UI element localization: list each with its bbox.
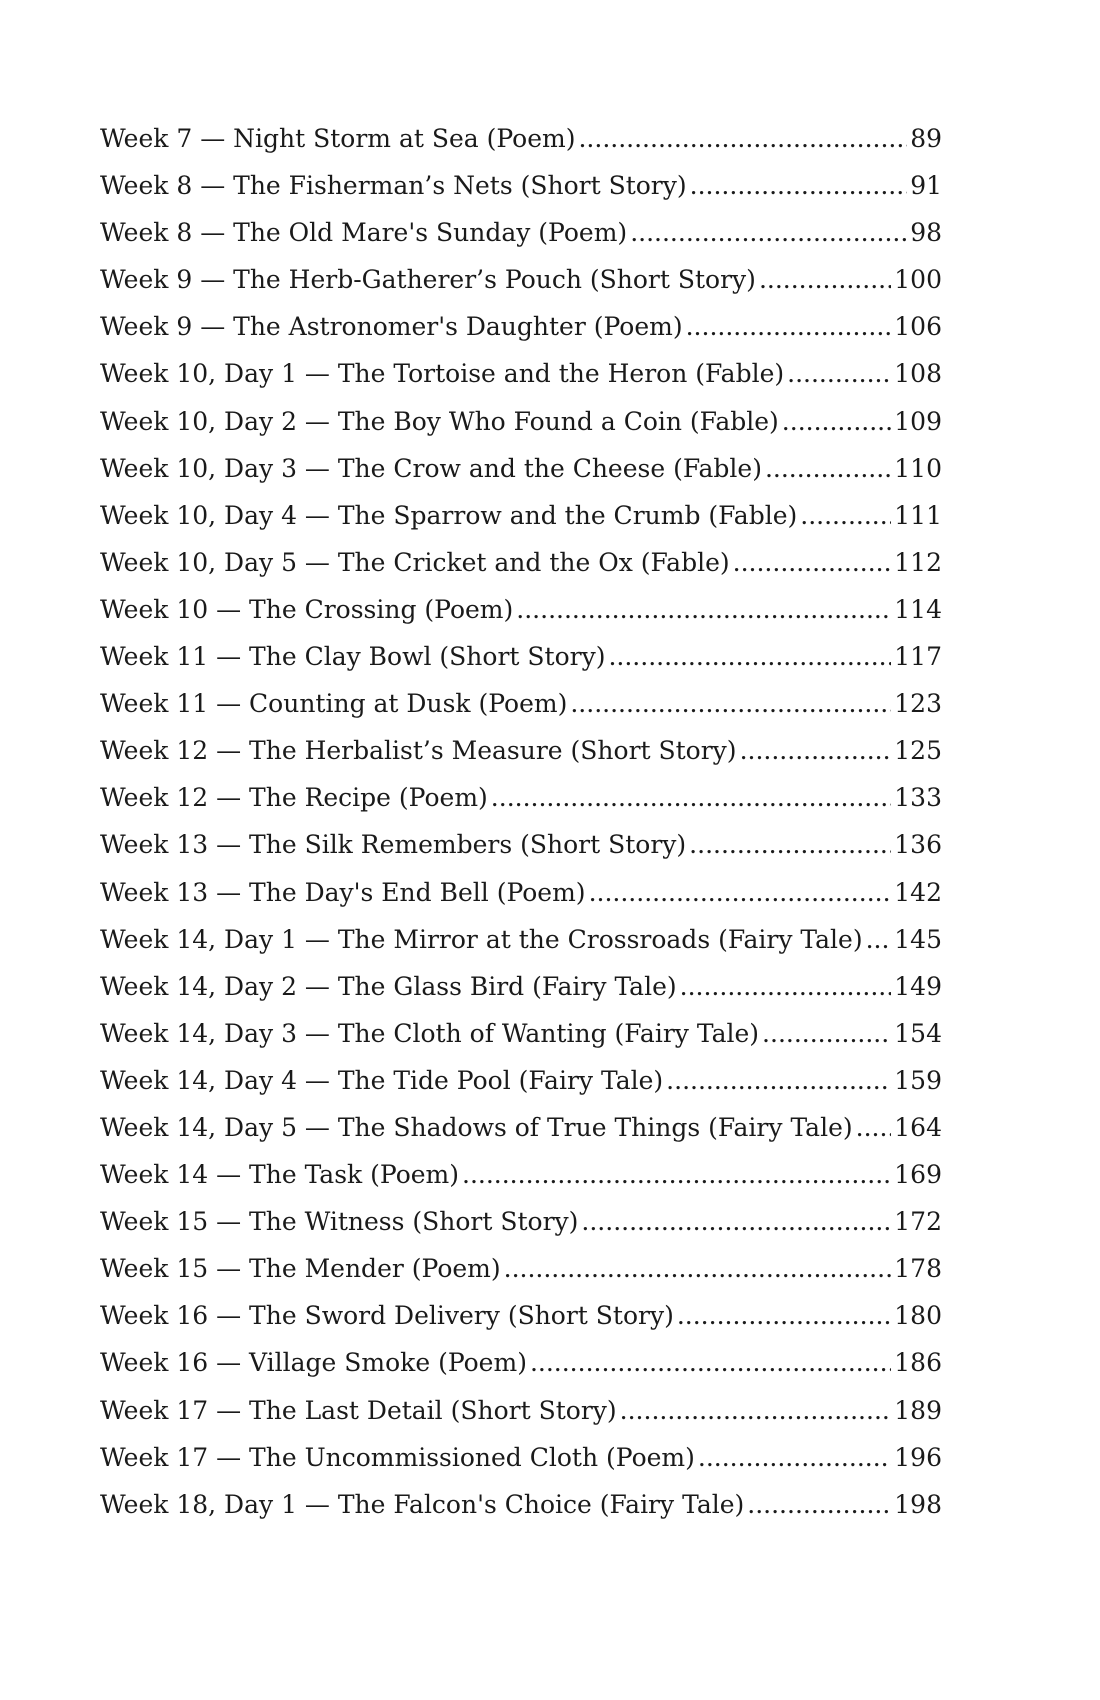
dot-leader [800, 492, 891, 539]
dot-leader [866, 916, 892, 963]
toc-entry[interactable] [100, 1198, 942, 1245]
dot-leader [608, 633, 891, 680]
toc-entry[interactable] [100, 1151, 942, 1198]
toc-entry-title: Week 18, Day 1 — The Falcon's Choice (Fairy Tale) [100, 1489, 745, 1519]
dot-leader [504, 1245, 892, 1292]
toc-entry[interactable] [100, 586, 942, 633]
toc-entry-title: Week 8 — The Old Mare's Sunday (Poem) [100, 218, 628, 248]
toc-entry[interactable] [100, 445, 942, 492]
toc-entry[interactable] [100, 256, 942, 303]
dot-leader [677, 1292, 891, 1339]
dot-leader [856, 1104, 892, 1151]
toc-entry-page-number: 100 [894, 265, 942, 295]
toc-entry[interactable] [100, 115, 942, 162]
toc-entry-page-number: 149 [894, 971, 942, 1001]
dot-leader [787, 350, 891, 397]
dot-leader [578, 115, 907, 162]
dot-leader [581, 1198, 891, 1245]
toc-entry-title: Week 15 — The Mender (Poem) [100, 1254, 501, 1284]
dot-leader [690, 162, 908, 209]
toc-entry[interactable] [100, 1245, 942, 1292]
dot-leader [782, 398, 891, 445]
dot-leader [747, 1481, 891, 1528]
toc-entry-title: Week 10, Day 3 — The Crow and the Cheese (Fable) [100, 453, 762, 483]
dot-leader [698, 1434, 891, 1481]
toc-entry-page-number: 112 [894, 547, 942, 577]
toc-entry-title: Week 17 — The Last Detail (Short Story) [100, 1395, 617, 1425]
toc-entry-page-number: 172 [894, 1207, 942, 1237]
toc-entry[interactable] [100, 1104, 942, 1151]
toc-entry[interactable] [100, 350, 942, 397]
toc-entry-title: Week 14, Day 2 — The Glass Bird (Fairy Tale) [100, 971, 677, 1001]
toc-entry-title: Week 10, Day 5 — The Cricket and the Ox (Fable) [100, 547, 730, 577]
toc-entry[interactable] [100, 1387, 942, 1434]
toc-entry-page-number: 125 [894, 736, 942, 766]
toc-entry-page-number: 154 [894, 1018, 942, 1048]
dot-leader [530, 1339, 891, 1386]
toc-entry-title: Week 10, Day 4 — The Sparrow and the Crumb (Fable) [100, 500, 798, 530]
dot-leader [620, 1387, 892, 1434]
toc-entry[interactable] [100, 680, 942, 727]
dot-leader [666, 1057, 891, 1104]
dot-leader [491, 774, 891, 821]
toc-entry-page-number: 114 [894, 594, 942, 624]
toc-entry-page-number: 186 [894, 1348, 942, 1378]
toc-entry-page-number: 91 [910, 171, 942, 201]
toc-entry[interactable] [100, 1339, 942, 1386]
toc-entry-page-number: 180 [894, 1301, 942, 1331]
dot-leader [680, 963, 892, 1010]
toc-entry-title: Week 10 — The Crossing (Poem) [100, 594, 514, 624]
toc-entry-page-number: 89 [910, 124, 942, 153]
dot-leader [733, 539, 892, 586]
toc-entry-title: Week 16 — The Sword Delivery (Short Story) [100, 1301, 674, 1331]
toc-entry-page-number: 159 [894, 1065, 942, 1095]
dot-leader [570, 680, 891, 727]
dot-leader [462, 1151, 891, 1198]
toc-entry[interactable] [100, 727, 942, 774]
dot-leader [740, 727, 892, 774]
toc-entry-page-number: 169 [894, 1160, 942, 1190]
toc-entry[interactable] [100, 162, 942, 209]
toc-entry-title: Week 12 — The Herbalist’s Measure (Short Story) [100, 736, 737, 766]
toc-entry-page-number: 98 [910, 218, 942, 248]
toc-entry[interactable] [100, 539, 942, 586]
toc-entry-page-number: 136 [894, 830, 942, 860]
toc-entry-title: Week 14, Day 5 — The Shadows of True Things (Fairy Tale) [100, 1112, 853, 1142]
table-of-contents-page [100, 115, 942, 1528]
toc-entry-title: Week 17 — The Uncommissioned Cloth (Poem) [100, 1442, 695, 1472]
toc-entry[interactable] [100, 963, 942, 1010]
dot-leader [765, 445, 891, 492]
toc-entry-page-number: 198 [894, 1489, 942, 1519]
toc-entry-title: Week 11 — The Clay Bowl (Short Story) [100, 642, 606, 672]
toc-entry[interactable] [100, 916, 942, 963]
toc-entry-title: Week 12 — The Recipe (Poem) [100, 783, 488, 813]
toc-entry-title: Week 14, Day 4 — The Tide Pool (Fairy Tale) [100, 1065, 664, 1095]
toc-entry[interactable] [100, 1434, 942, 1481]
dot-leader [759, 256, 891, 303]
toc-entry-page-number: 196 [894, 1442, 942, 1472]
toc-entry-page-number: 123 [894, 689, 942, 719]
toc-entry-title: Week 8 — The Fisherman’s Nets (Short Story) [100, 171, 687, 201]
toc-entry-page-number: 164 [894, 1112, 942, 1142]
toc-entry-title: Week 7 — Night Storm at Sea (Poem) [100, 124, 576, 153]
toc-entry-title: Week 14 — The Task (Poem) [100, 1160, 459, 1190]
table-of-contents-list [100, 115, 942, 1528]
toc-entry[interactable] [100, 492, 942, 539]
toc-entry[interactable] [100, 303, 942, 350]
toc-entry-title: Week 10, Day 2 — The Boy Who Found a Coin (Fable) [100, 406, 779, 436]
toc-entry[interactable] [100, 1292, 942, 1339]
dot-leader [589, 869, 892, 916]
dot-leader [762, 1010, 891, 1057]
toc-entry-page-number: 108 [894, 359, 942, 389]
toc-entry-title: Week 9 — The Astronomer's Daughter (Poem) [100, 312, 683, 342]
toc-entry-title: Week 9 — The Herb-Gatherer’s Pouch (Short Story) [100, 265, 756, 295]
toc-entry-title: Week 13 — The Silk Remembers (Short Story) [100, 830, 687, 860]
toc-entry-title: Week 16 — Village Smoke (Poem) [100, 1348, 527, 1378]
toc-entry-page-number: 145 [894, 924, 942, 954]
toc-entry[interactable] [100, 398, 942, 445]
toc-entry[interactable] [100, 774, 942, 821]
dot-leader [686, 303, 892, 350]
toc-entry-page-number: 110 [894, 453, 942, 483]
toc-entry[interactable] [100, 1010, 942, 1057]
toc-entry-title: Week 11 — Counting at Dusk (Poem) [100, 689, 568, 719]
toc-entry-title: Week 14, Day 3 — The Cloth of Wanting (Fairy Tale) [100, 1018, 760, 1048]
toc-entry-page-number: 189 [894, 1395, 942, 1425]
toc-entry[interactable] [100, 1057, 942, 1104]
toc-entry-page-number: 142 [894, 877, 942, 907]
toc-entry-title: Week 15 — The Witness (Short Story) [100, 1207, 579, 1237]
toc-entry-page-number: 178 [894, 1254, 942, 1284]
dot-leader [516, 586, 891, 633]
toc-entry-title: Week 13 — The Day's End Bell (Poem) [100, 877, 586, 907]
toc-entry[interactable] [100, 1481, 942, 1528]
toc-entry-page-number: 106 [894, 312, 942, 342]
toc-entry-title: Week 14, Day 1 — The Mirror at the Crossroads (Fairy Tale) [100, 924, 863, 954]
dot-leader [630, 209, 907, 256]
toc-entry-page-number: 117 [894, 642, 942, 672]
toc-entry[interactable] [100, 821, 942, 868]
toc-entry[interactable] [100, 209, 942, 256]
toc-entry[interactable] [100, 869, 942, 916]
toc-entry-page-number: 109 [894, 406, 942, 436]
dot-leader [689, 821, 891, 868]
toc-entry-title: Week 10, Day 1 — The Tortoise and the Heron (Fable) [100, 359, 785, 389]
toc-entry-page-number: 111 [894, 500, 942, 530]
toc-entry-page-number: 133 [894, 783, 942, 813]
toc-entry[interactable] [100, 633, 942, 680]
